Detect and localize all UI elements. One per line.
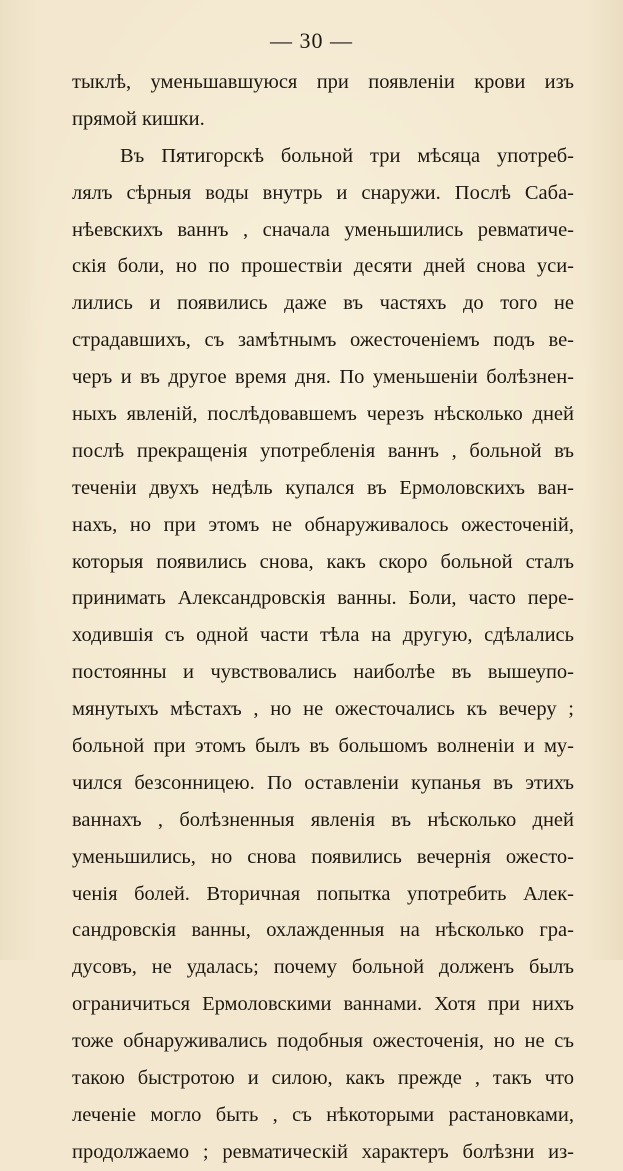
- text-line: ваннахъ , болѣзненныя явленія въ нѣсколько дней: [72, 808, 574, 831]
- text-line: постоянны и чувствовались наиболѣе въ вышеупо-: [72, 661, 574, 684]
- text-line: Въ Пятигорскѣ больной три мѣсяца употреб-: [120, 144, 574, 167]
- text-line: дусовъ, не удалась; почему больной долженъ былъ: [72, 956, 574, 979]
- text-line: прямой кишки.: [72, 107, 205, 130]
- text-line: продолжаемо ; ревматическій характеръ болѣзни из-: [72, 1140, 574, 1163]
- text-line: ченія болей. Вторичная попытка употребить Алек-: [72, 882, 574, 905]
- text-line: лились и появились даже въ частяхъ до того не: [72, 292, 574, 315]
- text-line: скія боли, но по прошествіи десяти дней снова уси-: [72, 255, 574, 278]
- text-line: черъ и въ другое время дня. По уменьшеніи болѣзнен-: [72, 366, 574, 389]
- text-line: леченіе могло быть , съ нѣкоторыми растановками,: [72, 1103, 574, 1126]
- text-line: послѣ прекращенія употребленія ваннъ , больной въ: [72, 439, 574, 462]
- text-line: ныхъ явленій, послѣдовавшемъ черезъ нѣсколько дней: [72, 403, 574, 426]
- text-line: сандровскія ванны, охлажденныя на нѣсколько гра-: [72, 919, 574, 942]
- text-line: уменьшились, но снова появились вечернія ожесто-: [72, 845, 574, 868]
- text-line: нахъ, но при этомъ не обнаруживалось ожесточеній,: [72, 513, 574, 536]
- text-line: ходившія съ одной части тѣла на другую, сдѣлались: [72, 624, 574, 647]
- text-line: такою быстротою и силою, какъ прежде , такъ что: [72, 1067, 574, 1090]
- text-line: больной при этомъ былъ въ большомъ волненіи и му-: [72, 735, 574, 758]
- page-number: — 30 —: [270, 28, 353, 53]
- body-text: [72, 64, 574, 1171]
- text-line: мянутыхъ мѣстахъ , но не ожесточались къ вечеру ;: [72, 698, 574, 721]
- text-line: тыклѣ, уменьшавшуюся при появленіи крови изъ: [72, 71, 574, 93]
- text-line: нѣевскихъ ваннъ , сначала уменьшились ревматиче-: [72, 218, 574, 241]
- text-line: тоже обнаруживались подобныя ожесточенія, но не съ: [72, 1030, 574, 1053]
- text-line: чился безсонницею. По оставленіи купанья въ этихъ: [72, 771, 574, 794]
- text-line: которыя появились снова, какъ скоро больной сталъ: [72, 550, 574, 573]
- text-line: принимать Александровскія ванны. Боли, часто пере-: [72, 587, 574, 610]
- text-line: теченіи двухъ недѣль купался въ Ермоловскихъ ван-: [72, 476, 574, 499]
- text-line: страдавшихъ, съ замѣтнымъ ожесточеніемъ подъ ве-: [72, 329, 574, 352]
- text-line: лялъ сѣрныя воды внутрь и снаружи. Послѣ Саба-: [72, 181, 574, 204]
- text-line: ограничиться Ермоловскими ваннами. Хотя при нихъ: [72, 993, 574, 1016]
